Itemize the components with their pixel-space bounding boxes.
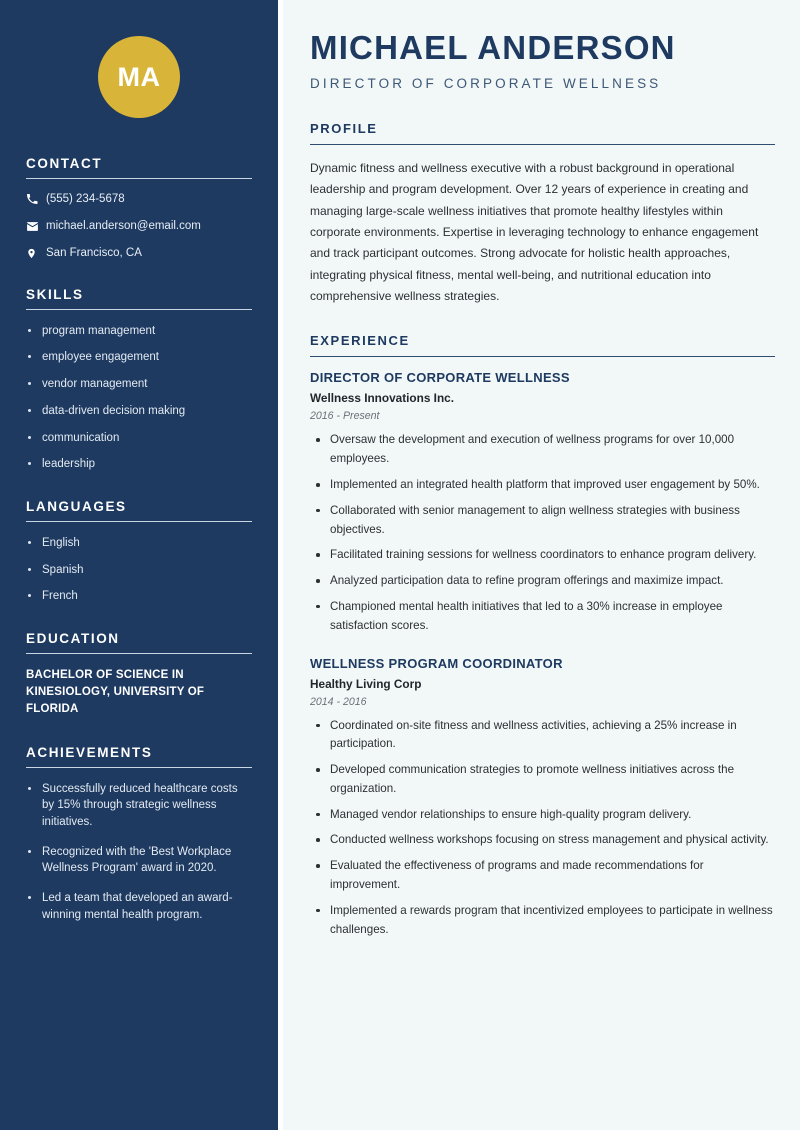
sidebar-section-contact (26, 156, 252, 261)
skills-heading: SKILLS (26, 286, 84, 302)
languages-divider (26, 521, 252, 522)
achievements-list (26, 781, 252, 924)
list-item: Oversaw the development and execution of wellness programs for over 10,000 employees. (310, 431, 775, 469)
list-item: Conducted wellness workshops focusing on stress management and physical activity. (310, 831, 775, 850)
contact-location-value: San Francisco, CA (46, 246, 142, 259)
achievements-heading: ACHIEVEMENTS (26, 744, 153, 760)
avatar (98, 36, 180, 118)
list-item: communication (26, 430, 252, 447)
list-item: Implemented a rewards program that incentivized employees to participate in wellness challenges. (310, 902, 775, 940)
experience-divider (310, 356, 775, 357)
section-profile (310, 121, 775, 308)
avatar-initials: MA (117, 61, 161, 92)
list-item: Analyzed participation data to refine program offerings and maximize impact. (310, 572, 775, 591)
avatar-container (26, 36, 252, 118)
job-bullets (310, 717, 775, 940)
list-item: English (26, 535, 252, 552)
list-item: data-driven decision making (26, 403, 252, 420)
headline-job-title: DIRECTOR OF CORPORATE WELLNESS (310, 75, 662, 91)
sidebar (0, 0, 278, 1130)
phone-icon (26, 193, 46, 205)
list-item: Recognized with the 'Best Workplace Wellness Program' award in 2020. (26, 844, 252, 877)
contact-item-phone[interactable] (26, 192, 252, 207)
main-content (283, 0, 800, 1130)
list-item: Led a team that developed an award-winning mental health program. (26, 890, 252, 923)
contact-item-location[interactable] (26, 246, 252, 261)
job-role: WELLNESS PROGRAM COORDINATOR (310, 655, 563, 671)
list-item: leadership (26, 456, 252, 473)
list-item: Evaluated the effectiveness of programs and made recommendations for improvement. (310, 857, 775, 895)
list-item: Spanish (26, 562, 252, 579)
experience-heading: EXPERIENCE (310, 333, 410, 349)
profile-heading: PROFILE (310, 120, 378, 136)
sidebar-section-languages (26, 499, 252, 605)
sidebar-section-achievements (26, 745, 252, 924)
education-divider (26, 653, 252, 654)
profile-divider (310, 144, 775, 145)
list-item: Developed communication strategies to promote wellness initiatives across the organization. (310, 761, 775, 799)
languages-list (26, 535, 252, 605)
list-item: vendor management (26, 376, 252, 393)
list-item: French (26, 588, 252, 605)
list-item: program management (26, 323, 252, 340)
experience-entry (310, 370, 775, 635)
contact-divider (26, 178, 252, 179)
profile-text: Dynamic fitness and wellness executive with a robust background in operational leadership and program development. Over 12 years of experience in creating and managing large-scale wellness initiatives that promote healthy lifestyles within corporate environments. Expertise in leveraging technology to enhance engagement and track participant outcomes. Strong advocate for holistic health approaches, integrating physical fitness, mental well-being, and nutritional education into comprehensive wellness strategies. (310, 160, 759, 304)
education-entry: BACHELOR OF SCIENCE IN KINESIOLOGY, UNIVERSITY OF FLORIDA (26, 668, 205, 716)
job-role: DIRECTOR OF CORPORATE WELLNESS (310, 370, 570, 386)
map-pin-icon (26, 247, 46, 260)
contact-phone-value: (555) 234-5678 (46, 193, 125, 205)
skills-list (26, 323, 252, 473)
experience-entry (310, 656, 775, 940)
job-company: Wellness Innovations Inc. (310, 391, 454, 406)
achievements-divider (26, 767, 252, 768)
section-experience (310, 333, 775, 939)
list-item: Championed mental health initiatives that led to a 30% increase in employee satisfaction scores. (310, 598, 775, 636)
languages-heading: LANGUAGES (26, 498, 127, 514)
education-heading: EDUCATION (26, 630, 120, 646)
job-company: Healthy Living Corp (310, 676, 422, 691)
job-bullets (310, 431, 775, 635)
contact-email-value: michael.anderson@email.com (46, 219, 201, 232)
list-item: employee engagement (26, 349, 252, 366)
list-item: Coordinated on-site fitness and wellness activities, achieving a 25% increase in participation. (310, 717, 775, 755)
page-title: MICHAEL ANDERSON (310, 29, 676, 66)
job-dates: 2014 - 2016 (310, 695, 367, 708)
list-item: Successfully reduced healthcare costs by 15% through strategic wellness initiatives. (26, 781, 252, 831)
list-item: Managed vendor relationships to ensure high-quality program delivery. (310, 806, 775, 825)
contact-heading: CONTACT (26, 156, 103, 171)
list-item: Facilitated training sessions for wellness coordinators to enhance program delivery. (310, 546, 775, 565)
sidebar-section-education (26, 631, 252, 719)
list-item: Implemented an integrated health platform that improved user engagement by 50%. (310, 476, 775, 495)
envelope-icon (26, 220, 46, 233)
contact-item-email[interactable] (26, 219, 252, 234)
skills-divider (26, 309, 252, 310)
sidebar-section-skills (26, 287, 252, 473)
job-dates: 2016 - Present (310, 410, 380, 423)
list-item: Collaborated with senior management to align wellness strategies with business objectives. (310, 502, 775, 540)
